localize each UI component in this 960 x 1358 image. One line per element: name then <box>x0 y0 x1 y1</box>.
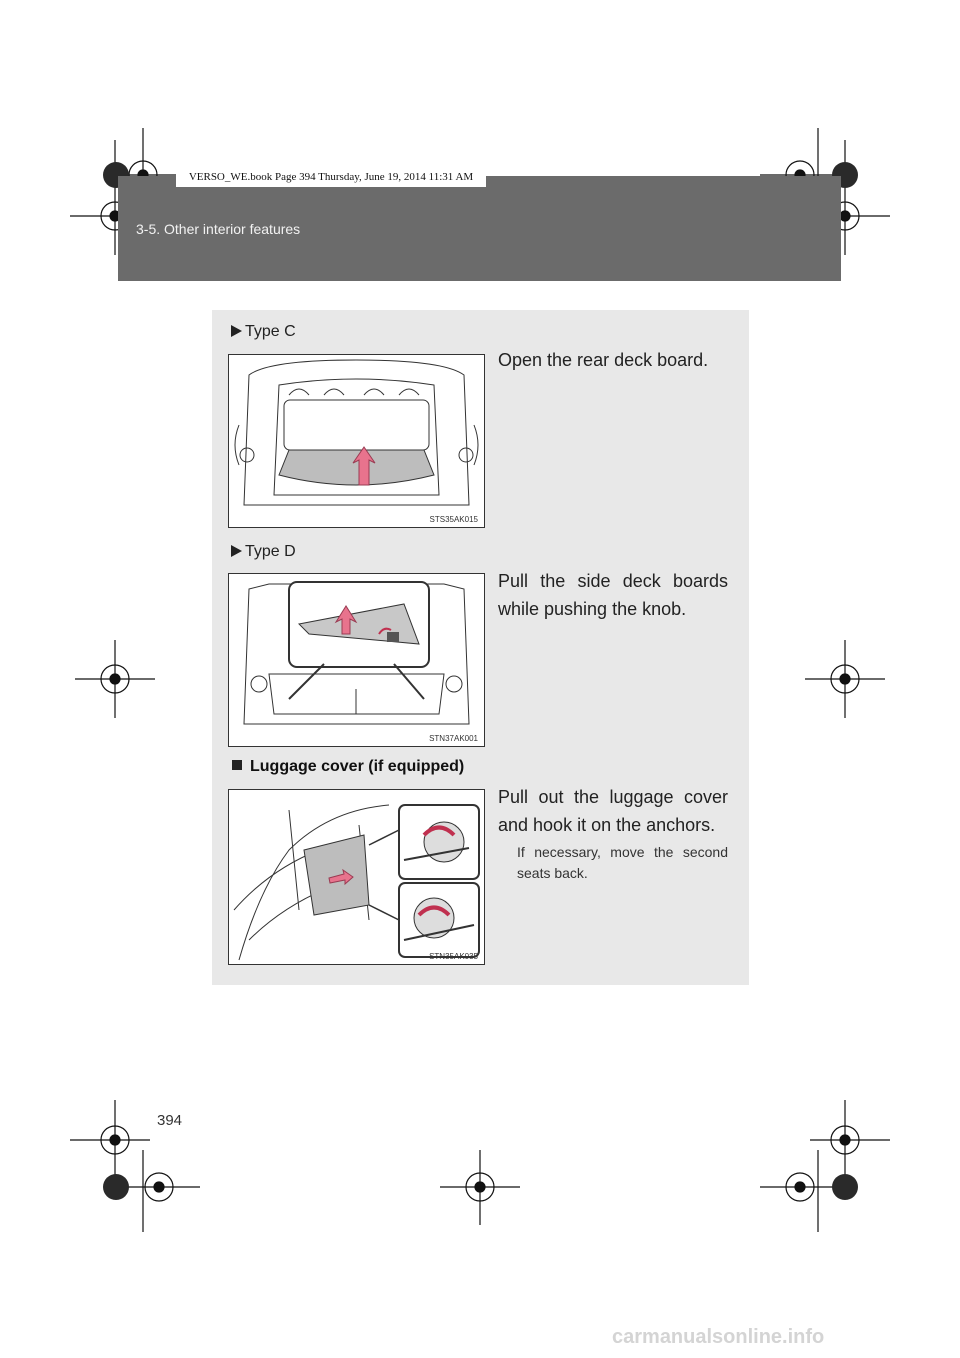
luggage-cover-heading <box>232 758 464 776</box>
side-deck-board-illustration <box>229 574 484 746</box>
luggage-cover-note: If necessary, move the second seats back. <box>517 844 728 881</box>
type-c-instruction: Open the rear deck board. <box>498 350 709 370</box>
watermark: carmanualsonline.info <box>612 1326 825 1348</box>
page-number: 394 <box>157 1112 183 1129</box>
luggage-cover-illustration <box>229 790 484 964</box>
type-d-label <box>231 543 296 561</box>
figure-luggage-cover <box>228 789 485 965</box>
book-stamp: VERSO_WE.book Page 394 Thursday, June 19, 2014 11:31 AM <box>176 168 486 187</box>
figure-type-c <box>228 354 485 528</box>
rear-deck-board-illustration <box>229 355 484 527</box>
luggage-cover-instruction: Pull out the luggage cover and hook it on the anchors. <box>498 787 728 835</box>
figure-type-d <box>228 573 485 747</box>
type-c-label-text: Type C <box>245 323 296 340</box>
type-d-instruction: Pull the side deck boards while pushing the knob. <box>498 571 728 619</box>
type-c-label <box>231 323 296 341</box>
type-d-label-text: Type D <box>245 543 296 560</box>
triangle-bullet-icon <box>231 325 242 337</box>
figure-code-luggage: STN35AK035 <box>429 952 478 961</box>
figure-code-c: STS35AK015 <box>429 515 478 524</box>
section-title: 3-5. Other interior features <box>136 221 301 237</box>
figure-code-d: STN37AK001 <box>429 734 478 743</box>
square-bullet-icon <box>232 760 242 770</box>
triangle-bullet-icon <box>231 545 242 557</box>
luggage-cover-heading-text: Luggage cover (if equipped) <box>250 758 465 775</box>
